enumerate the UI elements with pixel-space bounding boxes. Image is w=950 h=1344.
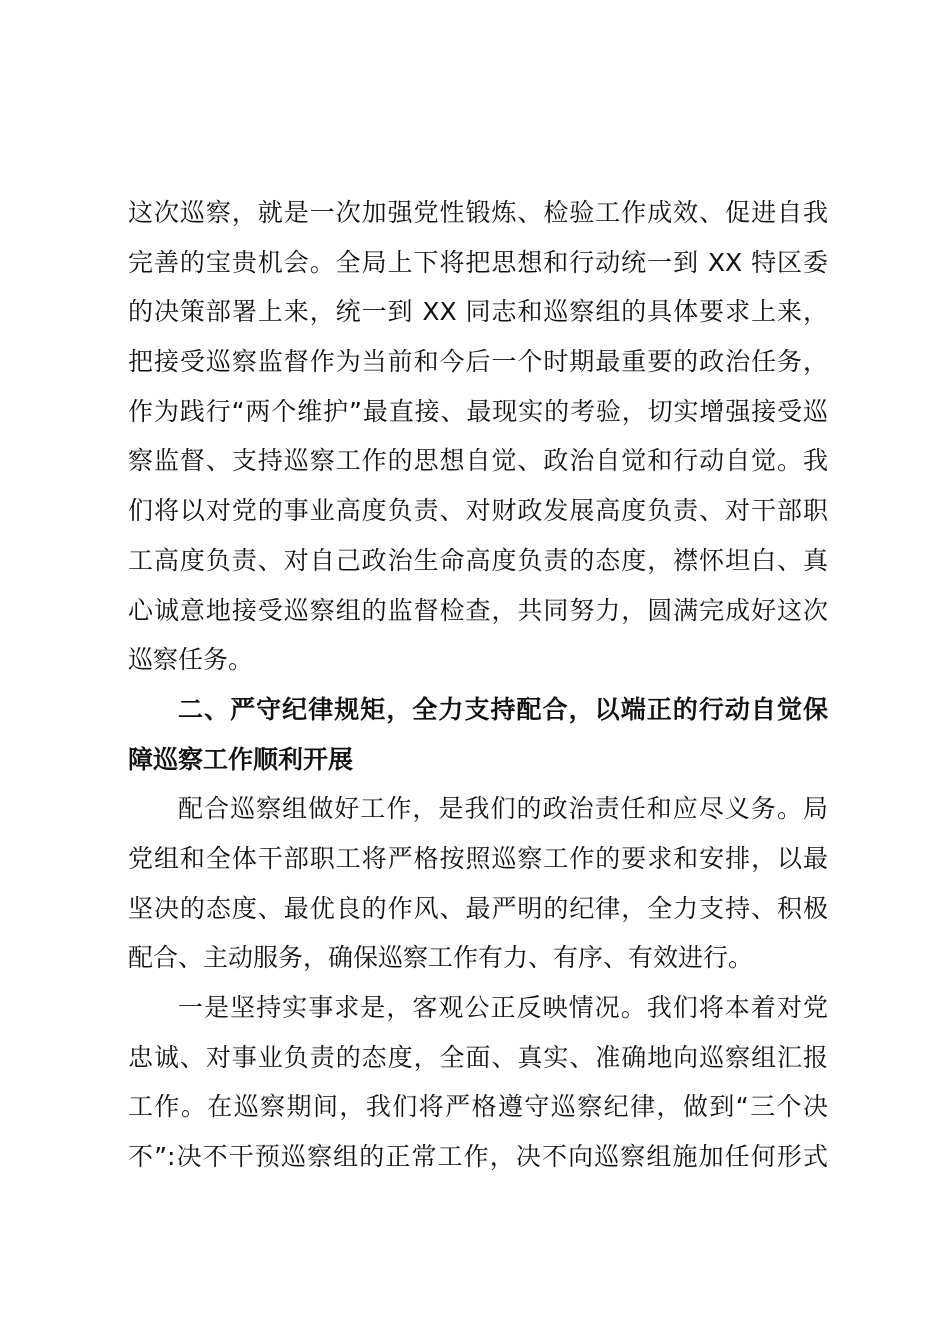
text-line-2: 完善的宝贵机会。全局上下将把思想和行动统一到 XX 特区委 [128,247,828,277]
text-line-5: 作为践行“两个维护”最直接、最现实的考验，切实增强接受巡 [128,396,828,426]
section-heading-line-2: 障巡察工作顺利开展 [128,744,354,774]
text-line-14: 党组和全体干部职工将严格按照巡察工作的要求和安排，以最 [128,843,828,873]
text-line-15: 坚决的态度、最优良的作风、最严明的纪律，全力支持、积极 [128,893,828,923]
text-line-4: 把接受巡察监督作为当前和今后一个时期最重要的政治任务， [128,347,828,377]
text-line-3: 的决策部署上来，统一到 XX 同志和巡察组的具体要求上来， [128,297,828,327]
text-line-13: 配合巡察组做好工作，是我们的政治责任和应尽义务。局 [178,794,828,824]
text-line-1: 这次巡察，就是一次加强党性锻炼、检验工作成效、促进自我 [128,198,828,227]
text-line-16: 配合、主动服务，确保巡察工作有力、有序、有效进行。 [128,943,754,973]
document-body [128,188,828,1182]
text-line-19: 工作。在巡察期间，我们将严格遵守巡察纪律，做到“三个决 [128,1092,828,1122]
text-line-8: 工高度负责、对自己政治生命高度负责的态度，襟怀坦白、真 [128,545,828,575]
text-line-7: 们将以对党的事业高度负责、对财政发展高度负责、对干部职 [128,496,828,526]
text-line-6: 察监督、支持巡察工作的思想自觉、政治自觉和行动自觉。我 [128,446,828,476]
section-heading-line-1: 二、严守纪律规矩，全力支持配合，以端正的行动自觉保 [178,694,828,724]
text-line-20: 不”:决不干预巡察组的正常工作，决不向巡察组施加任何形式 [128,1142,828,1172]
text-line-18: 忠诚、对事业负责的态度，全面、真实、准确地向巡察组汇报 [128,1042,828,1072]
text-line-9: 心诚意地接受巡察组的监督检查，共同努力，圆满完成好这次 [128,595,828,625]
text-line-17: 一是坚持实事求是，客观公正反映情况。我们将本着对党 [178,993,828,1022]
text-line-10: 巡察任务。 [128,645,254,675]
